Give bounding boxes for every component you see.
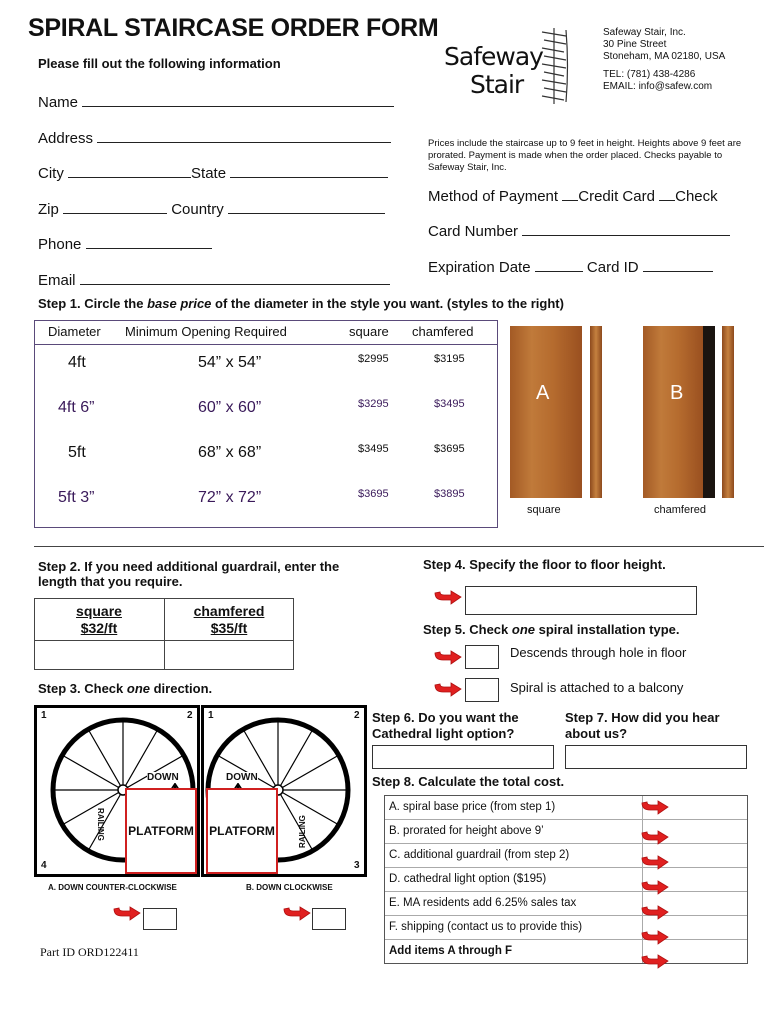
cost-label-c: C. additional guardrail (from step 2) [389, 849, 570, 861]
ccw-arrow-icon [112, 906, 142, 922]
step5-arrow2-icon [433, 682, 463, 698]
row4-diameter: 5ft 3” [58, 489, 95, 506]
cost-label-b: B. prorated for height above 9’ [389, 825, 544, 837]
header-chamfered: chamfered [412, 324, 474, 339]
expiration-label: Expiration Date [428, 259, 531, 276]
credit-card-check[interactable] [562, 186, 578, 201]
name-label: Name [38, 94, 79, 111]
ccw-down-label: DOWN [147, 772, 179, 783]
credit-card-label: Credit Card [578, 188, 655, 205]
cw-platform: PLATFORM [206, 788, 278, 874]
cost-row-b [385, 820, 747, 844]
step2-instructions: Step 2. If you need additional guardrail, enter the length that you require. [38, 559, 340, 589]
cost-arrow-f-icon [640, 930, 670, 946]
cw-n2: 2 [354, 710, 360, 721]
step1-suffix: of the diameter in the style you want. (styles to the right) [211, 296, 564, 311]
row1-opening: 54” x 54” [198, 354, 262, 371]
step5-instructions [423, 622, 679, 637]
row4-opening: 72” x 72” [198, 489, 262, 506]
cw-down-label: DOWN [226, 772, 258, 783]
cost-row-f [385, 916, 747, 940]
company-name: Safeway Stair, Inc. [603, 27, 686, 38]
logo-text-1: Safeway [444, 42, 543, 71]
step5-arrow1-icon [433, 650, 463, 666]
table-divider [34, 344, 498, 345]
row4-chamfered-price[interactable]: $3895 [434, 488, 465, 500]
cost-arrow-e-icon [640, 905, 670, 921]
country-input[interactable] [228, 199, 385, 214]
cost-row-a [385, 796, 747, 820]
row1-square-price[interactable]: $2995 [358, 353, 389, 365]
style-a-edge [590, 326, 602, 498]
style-a-label: A [536, 382, 550, 404]
company-street: 30 Pine Street [603, 39, 667, 50]
company-logo [440, 26, 590, 106]
cost-arrow-c-icon [640, 855, 670, 871]
page-subtitle: Please fill out the following information [38, 56, 281, 71]
step4-instructions: Step 4. Specify the floor to floor height. [423, 557, 666, 572]
city-input[interactable] [68, 163, 191, 178]
ccw-n2: 2 [187, 710, 193, 721]
row3-chamfered-price[interactable]: $3695 [434, 443, 465, 455]
cost-label-f: F. shipping (contact us to provide this) [389, 921, 583, 933]
ccw-railing-label: RAILING [96, 808, 105, 841]
phone-input[interactable] [86, 234, 212, 249]
guardrail-chamfered-label: chamfered [193, 603, 265, 619]
cost-arrow-a-icon [640, 800, 670, 816]
zip-input[interactable] [63, 199, 167, 214]
ccw-n4: 4 [41, 860, 47, 871]
row4-square-price[interactable]: $3695 [358, 488, 389, 500]
row1-chamfered-price[interactable]: $3195 [434, 353, 465, 365]
row3-square-price[interactable]: $3495 [358, 443, 389, 455]
step5-prefix: Step 5. Check [423, 622, 512, 637]
install-balcony-checkbox[interactable] [465, 678, 499, 702]
guardrail-chamfered-input[interactable] [166, 642, 292, 668]
row2-square-price[interactable]: $3295 [358, 398, 389, 410]
phone-label: Phone [38, 236, 82, 253]
card-number-label: Card Number [428, 223, 519, 240]
email-field [38, 270, 390, 289]
header-opening: Minimum Opening Required [125, 324, 287, 339]
address-input[interactable] [97, 128, 391, 143]
step1-prefix: Step 1. Circle the [38, 296, 148, 311]
city-state-field [38, 163, 388, 182]
ccw-checkbox[interactable] [143, 908, 177, 930]
install-balcony-label: Spiral is attached to a balcony [510, 680, 684, 695]
step3-italic: one [126, 681, 150, 696]
referral-input[interactable] [565, 745, 747, 769]
check-label: Check [675, 188, 718, 205]
style-b-bevel [703, 326, 715, 498]
step5-suffix: spiral installation type. [535, 622, 680, 637]
row3-opening: 68” x 68” [198, 444, 262, 461]
guardrail-square-price: $32/ft [80, 620, 118, 636]
address-field [38, 128, 391, 147]
row3-diameter: 5ft [68, 444, 86, 461]
cw-caption: B. DOWN CLOCKWISE [246, 883, 333, 892]
name-field [38, 92, 394, 111]
row2-opening: 60” x 60” [198, 399, 262, 416]
cost-label-a: A. spiral base price (from step 1) [389, 801, 556, 813]
style-b-edge [722, 326, 734, 498]
cost-table [384, 795, 748, 964]
company-info [603, 27, 725, 93]
company-city: Stoneham, MA 02180, USA [603, 51, 726, 62]
cathedral-light-input[interactable] [372, 745, 554, 769]
step3-suffix: direction. [150, 681, 213, 696]
style-b-caption: chamfered [654, 504, 706, 516]
cost-row-c [385, 844, 747, 868]
direction-diagram-ccw [34, 705, 200, 877]
ccw-caption: A. DOWN COUNTER-CLOCKWISE [48, 883, 177, 892]
company-tel: TEL: (781) 438-4286 [603, 69, 696, 80]
cost-arrow-total-icon [640, 954, 670, 970]
price-table [34, 320, 498, 528]
pricing-note: Prices include the staircase up to 9 feet in height. Heights above 9 feet are prorated. Payment is made when the order placed. Checks payable to Safeway Stair, Inc. [428, 138, 742, 173]
cost-arrow-b-icon [640, 830, 670, 846]
cw-arrow-icon [282, 906, 312, 922]
email-label: Email [38, 272, 76, 289]
expiration-input[interactable] [535, 257, 583, 272]
step1-italic: base price [147, 296, 212, 311]
card-id-label: Card ID [586, 259, 639, 276]
install-hole-checkbox[interactable] [465, 645, 499, 669]
card-number-field [428, 221, 730, 240]
style-a-square-swatch [510, 326, 582, 498]
row2-diameter: 4ft 6” [58, 399, 95, 416]
step3-instructions [38, 681, 212, 696]
card-id-input[interactable] [643, 257, 713, 272]
guardrail-chamfered-price: $35/ft [210, 620, 248, 636]
guardrail-square-label: square [76, 603, 122, 619]
spiral-stair-icon [538, 26, 570, 106]
floor-height-input[interactable] [465, 586, 697, 615]
cw-n3: 3 [354, 860, 360, 871]
guardrail-chamfered-header [164, 603, 294, 637]
state-input[interactable] [230, 163, 388, 178]
cost-row-d [385, 868, 747, 892]
address-label: Address [38, 130, 94, 147]
ccw-platform: PLATFORM [125, 788, 197, 874]
style-b-chamfered-swatch [643, 326, 703, 498]
step4-arrow-icon [433, 590, 463, 606]
zip-country-field [38, 199, 385, 218]
row2-chamfered-price[interactable]: $3495 [434, 398, 465, 410]
check-payment-check[interactable] [659, 186, 675, 201]
payment-method-label: Method of Payment [428, 188, 559, 205]
cost-row-e [385, 892, 747, 916]
logo-text-2: Stair [470, 70, 524, 99]
guardrail-row-divider [34, 640, 294, 641]
install-hole-label: Descends through hole in floor [510, 645, 687, 660]
payment-method-field [428, 186, 718, 205]
state-label: State [191, 165, 227, 182]
ccw-n1: 1 [41, 710, 47, 721]
cost-label-d: D. cathedral light option ($195) [389, 873, 547, 885]
cw-checkbox[interactable] [312, 908, 346, 930]
page-title: SPIRAL STAIRCASE ORDER FORM [28, 14, 439, 42]
step1-instructions [38, 296, 564, 311]
card-number-input[interactable] [522, 221, 730, 236]
country-label: Country [171, 201, 224, 218]
header-diameter: Diameter [48, 324, 101, 339]
name-input[interactable] [82, 92, 394, 107]
expiration-field [428, 257, 713, 276]
section-divider [34, 546, 764, 547]
company-email: EMAIL: info@safew.com [603, 81, 713, 92]
step8-instructions: Step 8. Calculate the total cost. [372, 774, 565, 789]
step3-prefix: Step 3. Check [38, 681, 127, 696]
guardrail-square-input[interactable] [36, 642, 162, 668]
cost-arrow-d-icon [640, 880, 670, 896]
part-id: Part ID ORD122411 [40, 945, 139, 959]
cw-n1: 1 [208, 710, 214, 721]
phone-field [38, 234, 212, 253]
step6-instructions: Step 6. Do you want the Cathedral light option? [372, 710, 519, 741]
city-label: City [38, 165, 64, 182]
direction-diagram-cw [201, 705, 367, 877]
step7-instructions: Step 7. How did you hear about us? [565, 710, 720, 741]
zip-label: Zip [38, 201, 59, 218]
cost-row-total [385, 940, 747, 963]
email-input[interactable] [80, 270, 390, 285]
style-a-caption: square [527, 504, 561, 516]
header-square: square [349, 324, 389, 339]
cost-label-total: Add items A through F [389, 945, 513, 957]
style-b-label: B [670, 382, 684, 404]
guardrail-square-header [34, 603, 164, 637]
row1-diameter: 4ft [68, 354, 86, 371]
cw-railing-label: RAILING [298, 815, 307, 848]
cost-label-e: E. MA residents add 6.25% sales tax [389, 897, 577, 909]
step5-italic: one [511, 622, 535, 637]
